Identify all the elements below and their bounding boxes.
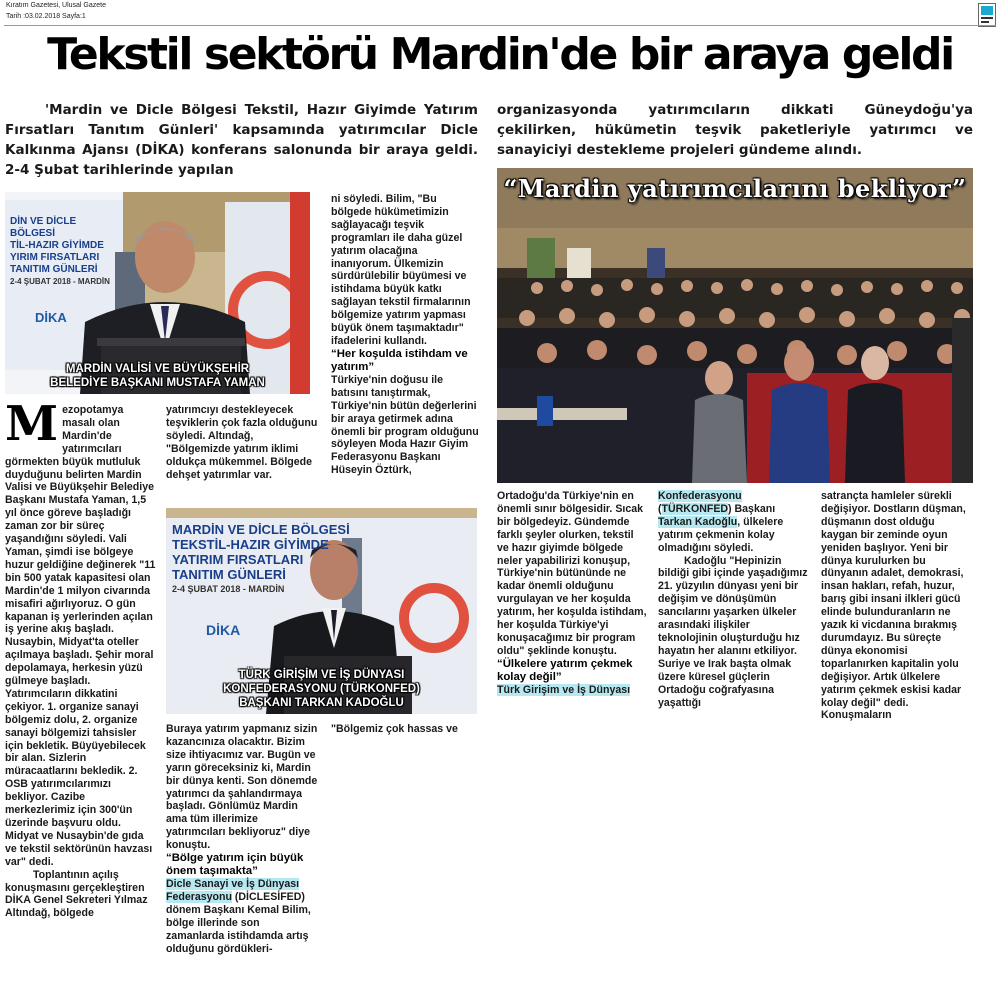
turkonfed-caption [166, 668, 477, 710]
hall-title: “Mardin yatırımcılarını bekliyor” [503, 174, 967, 203]
column-5 [658, 490, 808, 745]
governor-banner-line-5: 2-4 ŞUBAT 2018 - MARDİN [10, 277, 110, 286]
headline: Tekstil sektörü Mardin'de bir araya geldi [47, 29, 953, 80]
lead-left [5, 100, 478, 180]
column-3-top-text: ni söyledi. Bilim, "Bu bölgede hükümetimizin sağlayacağı teşvik programları ile daha güzel yatırım olacağına inanıyorum. Ülkemizin sürdürülebilir büyümesi ve istihdama büyük katkı sağlayan tekstil firmalarının bölgemize yatırım yapması büyük önem taşımaktadır" ifadelerini kullandı. [331, 193, 471, 347]
column-3-bottom-text: "Bölgemiz çok hassas ve [331, 723, 458, 735]
lead-left-text: 'Mardin ve Dicle Bölgesi Tekstil, Hazır Giyimde Yatırım Fırsatları Tanıtım Günleri' kapsamında yatırımcılar Dicle Kalkınma Ajansı (DİKA) konferans salonunda bir araya geldi. 2-4 Şubat tarihlerinde yapılan [5, 102, 478, 178]
paren-open: ( [658, 502, 662, 515]
column-1-p1: ezopotamya masalı olan Mardin'de yatırımcıları görmekten büyük mutluluk duyduğunu belirten Mardin Valisi ve Büyükşehir Belediye Başkanı Mustafa Yaman, 1,5 yıl önce göreve başladığı zaman zor bir süreç yaşandığını söyledi. Vali Yaman, şimdi ise bölgeye huzur geldiğine değinerek "11 bin 500 yatak kapasitesi olan Mardin'de 1 milyon civarında misafiri ağırlıyoruz. O gün kapanan iş yerlerinden açılan iş yerine akış başladı. Nusaybin, Midyat'ta oteller açılmaya başladı. Şehir moral depolamaya, herkesin yüzü gülmeye başladı. Yatırımcıların dikkatini çekiyor. 1. organize sanayi bölgemiz dolu, 2. organize sanayi bölgemizi tahsisler için bekletik. Büyüyebilecek bir alan. Sizlerin müracaatlarını bekledik. 2. OSB yatırımcılarımızı bekliyor. Cazibe merkezlerimiz için 300'ün üzerinde başvuru oldu. Midyat ve Nusaybin'de gıda ve tekstil sektörünün havzası var" dedi. [5, 404, 156, 868]
turkonfed-photo [166, 508, 477, 714]
section-heading-ulkeler: “Ülkelere yatırım çekmek kolay değil” [497, 657, 633, 683]
turkonfed-banner-line-1: MARDİN VE DİCLE BÖLGESİ [172, 522, 350, 537]
highlight-turkonfed: TÜRKONFED [661, 502, 729, 515]
column-2-top-text: yatırımcıyı destekleyecek teşviklerin çok fazla olduğunu söyledi. Altındağ, "Bölgemizde yatırım iklimi oldukça mükemmel. Bölgede dehşet yatırımlar var. [166, 404, 318, 481]
governor-caption [5, 362, 310, 390]
section-heading-bolge: “Bölge yatırım için büyük önem taşımakta” [166, 852, 304, 878]
column-5-after-highlight: , ülkelere yatırım çekmenin kolay olmadığını söyledi. [658, 515, 784, 554]
governor-banner-line-3: YIRIM FIRSATLARI [10, 252, 100, 263]
drop-cap: M [5, 404, 59, 452]
column-3-bottom [331, 723, 480, 753]
section-heading-istihdam: “Her koşulda istihdam ve yatırım” [331, 347, 468, 373]
publication-name: Kıratım Gazetesi, Ulusal Gazete [6, 2, 106, 9]
column-3-after-heading: Türkiye'nin doğusu ile batısını tanıştırmak, Türkiye'nin bütün değerlerini bir araya getirmek adına önemli bir program olduğunu söyleyen Moda Hazır Giyim Federasyonu Başkanı Hüseyin Öztürk, [331, 373, 479, 477]
turkonfed-banner-line-4: TANITIM GÜNLERİ [172, 567, 286, 582]
column-2-after-highlight: (DİCLESİFED) dönem Başkanı Kemal Bilim, bölge illerinde son zamanlarda istihdamda artış olduğunu gördükleri- [166, 890, 311, 955]
governor-banner-line-2: TİL-HAZIR GİYİMDE [10, 240, 104, 251]
governor-photo [5, 192, 310, 394]
highlight-tarkan-kadoglu: Tarkan Kadoğlu [658, 515, 738, 528]
baskani-text: ) Başkanı [728, 502, 776, 515]
governor-banner-line-4: TANITIM GÜNLERİ [10, 264, 98, 275]
publication-date: Tarih :03.02.2018 Sayfa:1 [6, 13, 86, 20]
logo-icon [978, 3, 996, 27]
column-5-p2: Kadoğlu "Hepinizin bildiği gibi içinde yaşadığımız 21. yüzyılın dünyası yeni bir değişim ve dönüşümün sancılarını yaşarken ülkeler arasındaki ilişkiler teknolojinin oluşturduğu hız hayatın her alanını etkiliyor. Suriye ve Irak başta olmak üzere küresel güçlerin Ortadoğu coğrafyasına yaşattığı [658, 554, 808, 709]
dika-logo-1: DİKA [35, 310, 67, 325]
turkonfed-banner-line-5: 2-4 ŞUBAT 2018 - MARDİN [172, 584, 285, 594]
column-2-bottom [166, 723, 318, 996]
governor-caption-line-2: BELEDİYE BAŞKANI MUSTAFA YAMAN [50, 377, 265, 389]
column-2-top [166, 404, 319, 500]
turkonfed-caption-line-1: TÜRK GİRİŞİM VE İŞ DÜNYASI [238, 669, 405, 681]
lead-right [497, 100, 973, 160]
highlight-konfederasyonu: Konfederasyonu [658, 490, 742, 502]
turkonfed-caption-line-3: BAŞKANI TARKAN KADOĞLU [239, 697, 404, 709]
column-4 [497, 490, 647, 745]
column-1 [5, 404, 156, 996]
dika-logo-2: DİKA [206, 622, 241, 638]
column-3-top [331, 193, 480, 498]
highlight-diclesifed: Dicle Sanayi ve İş Dünyası Federasyonu [166, 878, 300, 903]
governor-caption-line-1: MARDİN VALİSİ VE BÜYÜKŞEHİR [65, 363, 250, 375]
highlight-turk-girisim: Türk Girişim ve İş Dünyası [497, 683, 631, 696]
conference-hall-photo [497, 168, 973, 483]
column-6-p1: satrançta hamleler sürekli değişiyor. Dostların düşman, düşmanın dost olduğu kaygan bir zeminde oyun yeniden başlıyor. Yeni bir dünya kurulurken bu dünyanın adalet, demokrasi, insan hakları, refah, huzur, barış gibi insani ilkleri gücü elinde bulunduranların ne yazık ki vicdanına bırakmış durumdayız. Bu süreçte dünya ekonomisi toparlanırken kapitalin yolu değişiyor. Artık ülkelere yatırım çekmek eskisi kadar kolay değil" dedi. Konuşmaların [821, 490, 966, 722]
column-1-p2: Toplantının açılış konuşmasını gerçekleştiren DİKA Genel Sekreteri Yılmaz Altındağ, bölgede [5, 868, 148, 920]
turkonfed-banner-line-2: TEKSTİL-HAZIR GİYİMDE [172, 537, 329, 552]
governor-banner-line-1: DİN VE DİCLE BÖLGESİ [10, 216, 77, 239]
column-6 [821, 490, 973, 745]
lead-right-text: organizasyonda yatırımcıların dikkati Güneydoğu'ya çekilirken, hükümetin teşvik paketleriyle yatırımcı ve sanayiciyi destekleme projeleri gündeme alındı. [497, 102, 973, 158]
column-2-bottom-text: Buraya yatırım yapmanız sizin kazancınıza olacaktır. Bizim size ihtiyacımız var. Bugün ve yarın göreceksiniz ki, Mardin bir dünya kenti. Son dönemde yatırımcı da şahlandırmaya başladı. Gönlümüz Mardin ama tüm illerimize yatırımcıları bekliyoruz" diye konuştu. [166, 723, 318, 852]
turkonfed-caption-line-2: KONFEDERASYONU (TÜRKONFED) [223, 683, 420, 695]
column-4-p1: Ortadoğu'da Türkiye'nin en önemli sınır bölgesidir. Sıcak bir bölgedeyiz. Gündemde farklı şeyler olurken, tekstil ve hazır giyimde bölgede neler yapabilirizi konuşup, Türkiye'nin bütününde ne kadar önemli olduğunu vurgulayan ve her koşulda yatırım, her koşulda istihdam, her koşulda Türkiye'yi konuşacağımız bir program oldu" şeklinde konuştu. [497, 490, 647, 657]
turkonfed-banner-line-3: YATIRIM FIRSATLARI [172, 552, 304, 567]
